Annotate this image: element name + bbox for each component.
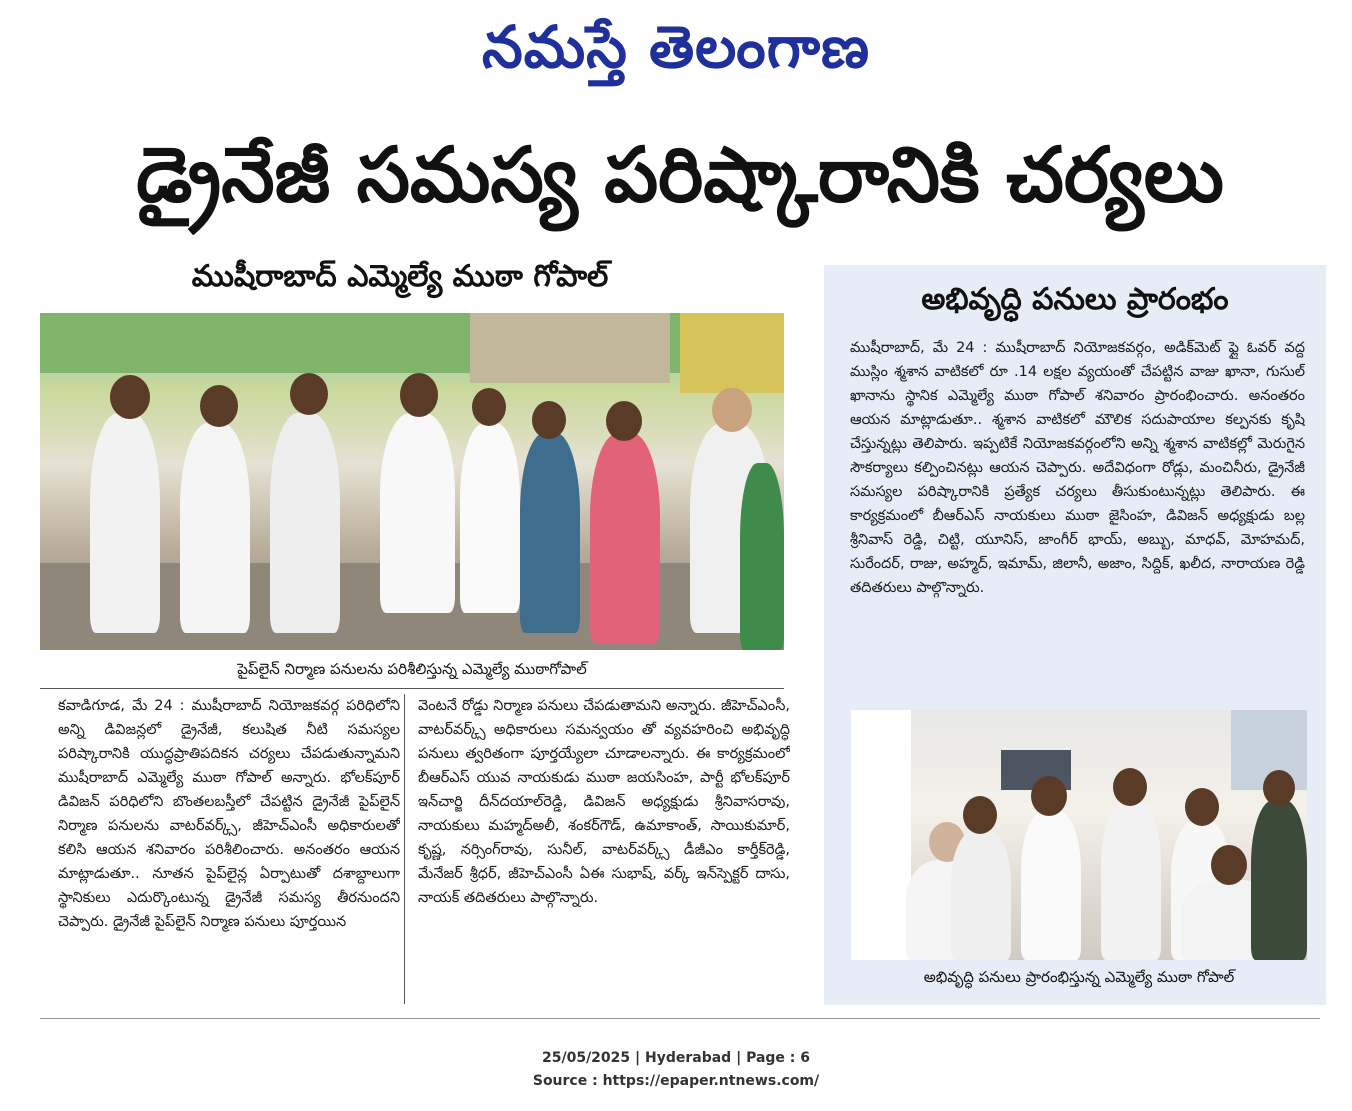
sidebar-photo-caption: అభివృద్ధి పనులు ప్రారంభిస్తున్న ఎమ్మెల్యే ముఠా గోపాల్ [923, 968, 1235, 986]
article-column-1: కవాడిగూడ, మే 24 : ముషీరాబాద్ నియోజకవర్గ పరిధిలోని అన్ని డివిజన్లలో డ్రైనేజీ, కలుషిత నీటి సమస్యల పరిష్కారానికి యుద్ధప్రాతిపదికన చర్యలు చేపడుతున్నామని ముషీరాబాద్ ఎమ్మెల్యే ముఠా గోపాల్ అన్నారు. భోలక్‌పూర్ డివిజన్ పరిధిలోని బొంతలబస్తీలో చేపట్టిన డ్రైనేజీ పైప్‌లైన్ నిర్మాణ పనులను వాటర్‌వర్క్స్, జీహెచ్‌ఎంసీ అధికారులతో కలిసి ఆయన శనివారం పరిశీలించారు. అనంతరం ఆయన మాట్లాడుతూ.. నూతన పైప్‌లైన్ల ఏర్పాటుతో దశాబ్దాలుగా స్థానికులు ఎదుర్కొంటున్న డ్రైనేజీ సమస్య తీరనుందని చెప్పారు. డ్రైనేజీ పైప్‌లైన్ నిర్మాణ పనులు పూర్తయిన [58, 698, 400, 930]
footer-dateline: 25/05/2025 | Hyderabad | Page : 6 [541, 1050, 811, 1066]
footer-divider [40, 1018, 1320, 1019]
subheadline: ముషీరాబాద్ ఎమ్మెల్యే ముఠా గోపాల్ [191, 259, 609, 294]
caption-divider [40, 688, 784, 689]
main-photo-caption: పైప్‌లైన్ నిర్మాణ పనులను పరిశీలిస్తున్న ఎమ్మెల్యే ముఠాగోపాల్ [237, 660, 587, 678]
sidebar-photo [851, 710, 1307, 960]
column-divider [404, 694, 405, 1004]
footer-source: Source : https://epaper.ntnews.com/ [532, 1073, 820, 1089]
sidebar-heading: అభివృద్ధి పనులు ప్రారంభం [921, 282, 1229, 317]
masthead-title: నమస్తే తెలంగాణ [482, 13, 870, 81]
article-column-2: వెంటనే రోడ్డు నిర్మాణ పనులు చేపడుతామని అన్నారు. జీహెచ్‌ఎంసీ, వాటర్‌వర్క్స్ అధికారులు సమన్వయం తో వ్యవహరించి అభివృద్ధి పనులు త్వరితంగా పూర్తయ్యేలా చూడాలన్నారు. ఈ కార్యక్రమంలో బీఆర్‌ఎస్ యువ నాయకుడు ముఠా జయసింహ, పార్టీ భోలక్‌పూర్ ఇన్‌చార్జి దీన్‌దయాల్‌రెడ్డి, డివిజన్ అధ్యక్షుడు శ్రీనివాసరావు, నాయకులు మహ్మద్‌అలీ, శంకర్‌గౌడ్, ఉమాకాంత్, సాయికుమార్, కృష్ణ, నర్సింగ్‌రావు, సునీల్, వాటర్‌వర్క్స్ డీజీఎం కార్తీక్‌రెడ్డి, మేనేజర్ శ్రీధర్, జీహెచ్‌ఎంసీ ఏఈ సుభాష్, వర్క్ ఇన్‌స్పెక్టర్ దాసు, నాయక్ తదితరులు పాల్గొన్నారు. [418, 698, 790, 906]
main-photo [40, 313, 784, 650]
sidebar-body: ముషీరాబాద్, మే 24 : ముషీరాబాద్ నియోజకవర్గం, అడిక్‌మెట్ ఫ్లై ఓవర్ వద్ద ముస్లిం శ్మశాన వాటికలో రూ .14 లక్షల వ్యయంతో చేపట్టిన వాజు ఖానా, గుసుల్ ఖానాను స్థానిక ఎమ్మెల్యే ముఠా గోపాల్ శనివారం ప్రారంభించారు. అనంతరం ఆయన మాట్లాడుతూ.. శ్మశాన వాటికలో మౌలిక సదుపాయాల కల్పనకు కృషి చేస్తున్నట్లు తెలిపారు. ఇప్పటికే నియోజకవర్గంలోని అన్ని శ్మశాన వాటికల్లో మెరుగైన సౌకర్యాలు కల్పించినట్లు ఆయన చెప్పారు. అదేవిధంగా రోడ్లు, మంచినీరు, డ్రైనేజీ సమస్యల పరిష్కారానికి ప్రత్యేక చర్యలు తీసుకుంటున్నట్లు తెలిపారు. ఈ కార్యక్రమంలో బీఆర్‌ఎస్ నాయకులు ముఠా జైసింహ, డివిజన్ అధ్యక్షుడు బల్ల శ్రీనివాస్ రెడ్డి, చిట్టి, యూనిస్, జాంగీర్ భాయ్, అబ్బు, మాధవ్, మోహమద్, సురేందర్, రాజు, అహ్మద్, ఇమామ్, జిలానీ, అజాం, సిద్దిక్, ఖలీద, నారాయణ రెడ్డి తదితరులు పాల్గొన్నారు. [850, 340, 1305, 596]
headline: డ్రైనేజీ సమస్య పరిష్కారానికి చర్యలు [136, 130, 1224, 219]
